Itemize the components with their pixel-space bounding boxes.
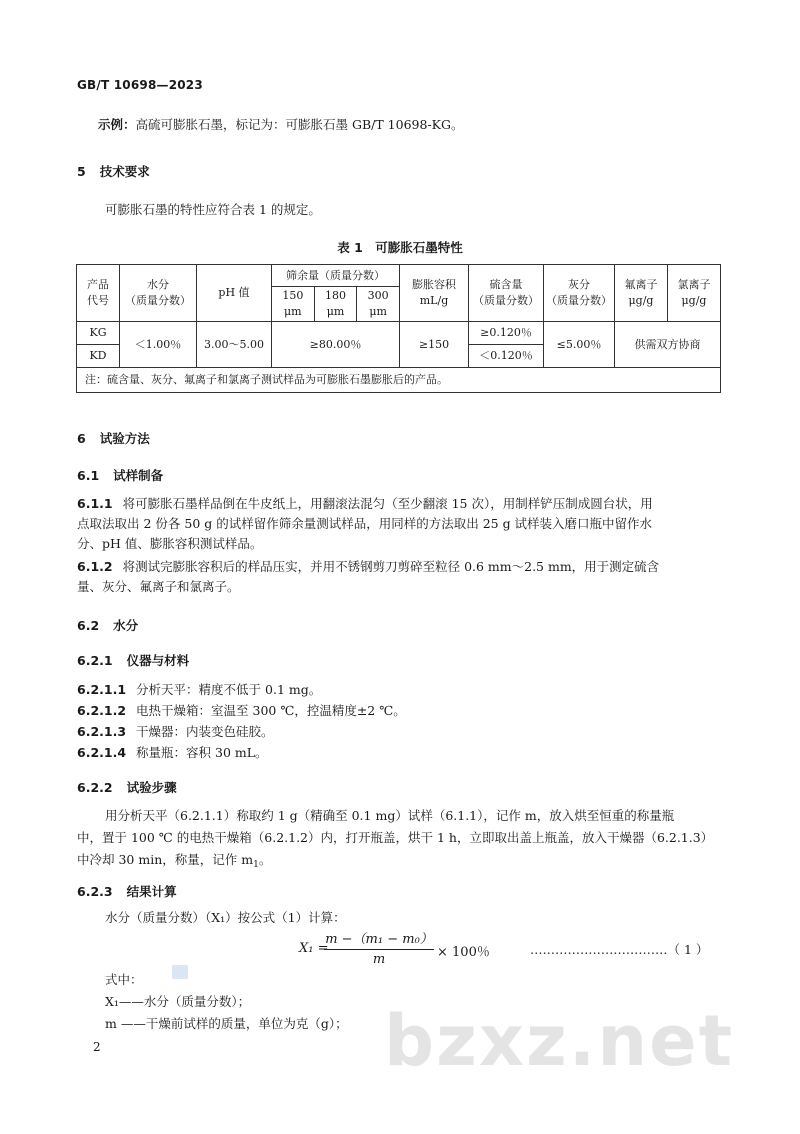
item-6-2-1-4 xyxy=(77,743,268,763)
fraction-bar xyxy=(324,949,434,950)
small-stamp-icon xyxy=(172,965,188,979)
para-6-1-2-line1 xyxy=(77,557,659,577)
formula-numerator: m −（m₁ − m₀） xyxy=(325,932,433,947)
item-text: 称量瓶：容积 30 mL。 xyxy=(136,745,268,760)
subscript: 1 xyxy=(253,860,259,870)
section-title: 试验方法 xyxy=(99,431,150,446)
clause-number: 6.2.1.3 xyxy=(77,724,127,739)
th-sieve-150: 150 μm xyxy=(272,287,315,322)
item-6-2-1-3 xyxy=(77,722,274,742)
section-number: 6.1 xyxy=(77,468,100,483)
example-text: 高硫可膨胀石墨，标记为：可膨胀石墨 GB/T 10698-KG。 xyxy=(135,117,464,132)
spec-table xyxy=(76,264,721,393)
para-text: 中冷却 30 min，称量，记作 m xyxy=(77,852,254,867)
th-sieve-180: 180 μm xyxy=(314,287,357,322)
section-6-heading xyxy=(77,429,150,447)
cell-code-kd: KD xyxy=(77,345,120,368)
formula-percent: × 100％ xyxy=(437,945,490,960)
example-label: 示例： xyxy=(98,117,136,132)
section-title: 技术要求 xyxy=(99,164,150,179)
clause-number: 6.2.1.4 xyxy=(77,745,127,760)
th-ph: pH 值 xyxy=(197,265,272,322)
para-6-1-2-line2: 量、灰分、氟离子和氯离子。 xyxy=(77,579,240,594)
cell-sieve: ≥80.00％ xyxy=(272,322,400,368)
formula-fraction xyxy=(324,928,434,967)
clause-number: 6.1.1 xyxy=(77,496,113,511)
item-6-2-1-2 xyxy=(77,701,406,721)
page-number: 2 xyxy=(93,1040,101,1054)
cell-ash: ≤5.00％ xyxy=(544,322,615,368)
th-ash: 灰分 （质量分数） xyxy=(544,265,615,322)
table-caption: 表 1 可膨胀石墨特性 xyxy=(337,240,463,255)
cell-sulfur-kg: ≥0.120％ xyxy=(469,322,544,345)
definition-x1: X₁——水分（质量分数）； xyxy=(105,994,251,1009)
th-product-code: 产品 代号 xyxy=(77,265,120,322)
cell-water: ＜1.00％ xyxy=(120,322,197,368)
section-5-heading xyxy=(77,162,150,180)
cell-expansion: ≥150 xyxy=(400,322,469,368)
item-text: 干燥器：内装变色硅胶。 xyxy=(136,724,274,739)
section-number: 6.2.3 xyxy=(77,884,113,899)
where-label: 式中： xyxy=(105,972,143,987)
clause-number: 6.1.2 xyxy=(77,559,113,574)
cell-sulfur-kd: ＜0.120％ xyxy=(469,345,544,368)
section-title: 水分 xyxy=(113,618,139,633)
th-sulfur: 硫含量 （质量分数） xyxy=(469,265,544,322)
section-number: 6.2.2 xyxy=(77,780,113,795)
th-chloride: 氯离子 μg/g xyxy=(668,265,721,322)
para-6-2-2-line3 xyxy=(77,850,271,875)
section-title: 试验步骤 xyxy=(126,780,177,795)
cell-ph: 3.00～5.00 xyxy=(197,322,272,368)
section-5-text: 可膨胀石墨的特性应符合表 1 的规定。 xyxy=(105,202,321,217)
para-6-1-1-line2: 点取法取出 2 份各 50 g 的试样留作筛余量测试样品，用同样的方法取出 25 g 试样装入磨口瓶中留作水 xyxy=(77,516,653,531)
clause-number: 6.2.1.2 xyxy=(77,703,127,718)
para-text: 。 xyxy=(258,852,272,867)
formula-denominator: m xyxy=(372,952,386,967)
th-fluoride: 氟离子 μg/g xyxy=(615,265,668,322)
section-6-2-1-heading xyxy=(77,651,189,669)
section-6-1-heading xyxy=(77,466,163,484)
para-6-2-2-line2: 中，置于 100 ℃ 的电热干燥箱（6.2.1.2）内，打开瓶盖，烘干 1 h，立即取出盖上瓶盖，放入干燥器（6.2.1.3） xyxy=(77,830,714,845)
example-line xyxy=(98,115,464,135)
section-6-2-3-heading xyxy=(77,882,177,900)
standard-header: GB/T 10698—2023 xyxy=(77,78,203,92)
cell-code-kg: KG xyxy=(77,322,120,345)
section-number: 6.2 xyxy=(77,618,100,633)
th-water: 水分 （质量分数） xyxy=(120,265,197,322)
calc-intro: 水分（质量分数）（X₁）按公式（1）计算： xyxy=(105,910,346,925)
th-sieve-300: 300 μm xyxy=(357,287,400,322)
th-sieve: 筛余量（质量分数） xyxy=(272,265,400,287)
section-number: 6 xyxy=(77,431,86,446)
para-text: 将可膨胀石墨样品倒在牛皮纸上，用翻滚法混匀（至少翻滚 15 次），用制样铲压制成圆台状，用 xyxy=(122,496,653,511)
section-number: 6.2.1 xyxy=(77,653,113,668)
clause-number: 6.2.1.1 xyxy=(77,682,127,697)
section-title: 结果计算 xyxy=(126,884,177,899)
para-text: 将测试完膨胀容积后的样品压实，并用不锈钢剪刀剪碎至粒径 0.6 mm～2.5 mm，用于测定硫含 xyxy=(122,559,660,574)
item-text: 电热干燥箱：室温至 300 ℃，控温精度±2 ℃。 xyxy=(136,703,406,718)
section-6-2-heading xyxy=(77,616,138,634)
item-text: 分析天平：精度不低于 0.1 mg。 xyxy=(136,682,322,697)
para-6-1-1-line1 xyxy=(77,494,653,514)
equation-number: ……………………………（ 1 ） xyxy=(530,942,709,957)
item-6-2-1-1 xyxy=(77,680,321,700)
watermark-text: bzxz.net xyxy=(384,1000,735,1082)
table-note: 注：硫含量、灰分、氟离子和氯离子测试样品为可膨胀石墨膨胀后的产品。 xyxy=(77,368,721,393)
para-6-2-2-line1: 用分析天平（6.2.1.1）称取约 1 g（精确至 0.1 mg）试样（6.1.1），记作 m，放入烘至恒重的称量瓶 xyxy=(105,808,675,823)
th-expansion: 膨胀容积 mL/g xyxy=(400,265,469,322)
cell-fluoride-chloride: 供需双方协商 xyxy=(615,322,721,368)
section-number: 5 xyxy=(77,164,86,179)
definition-m: m ——干燥前试样的质量，单位为克（g）； xyxy=(105,1016,348,1031)
para-6-1-1-line3: 分、pH 值、膨胀容积测试样品。 xyxy=(77,536,263,551)
section-6-2-2-heading xyxy=(77,778,177,796)
formula-lhs: X₁ = xyxy=(299,941,329,956)
section-title: 试样制备 xyxy=(113,468,164,483)
section-title: 仪器与材料 xyxy=(126,653,190,668)
